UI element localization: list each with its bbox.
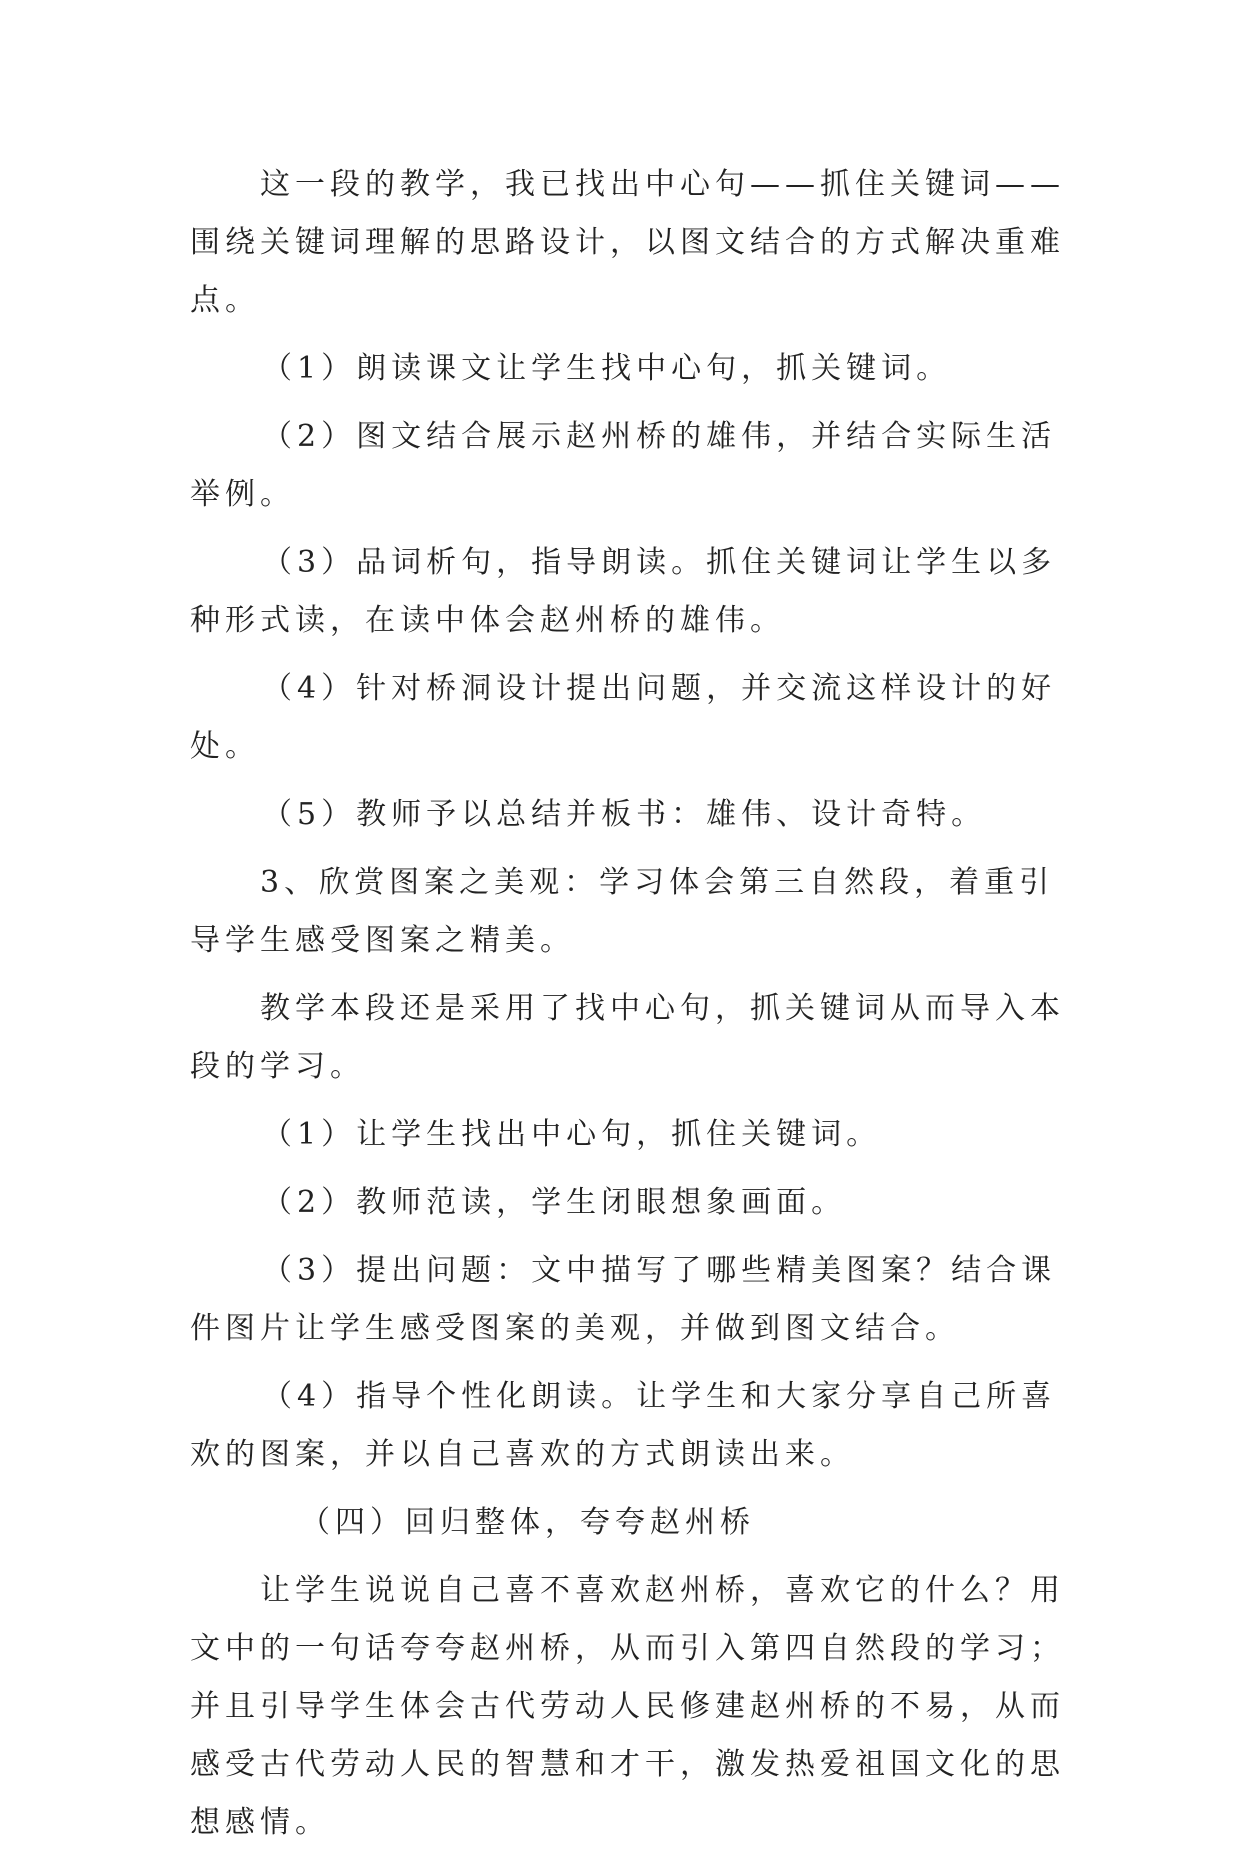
paragraph-section-3: 3、欣赏图案之美观：学习体会第三自然段，着重引导学生感受图案之精美。 — [190, 865, 1055, 958]
paragraph-section-3-intro: 教学本段还是采用了找中心句，抓关键词从而导入本段的学习。 — [190, 991, 1065, 1084]
paragraph-step-5: （5）教师予以总结并板书：雄伟、设计奇特。 — [262, 797, 987, 832]
paragraph-step-2: （2）图文结合展示赵州桥的雄伟，并结合实际生活举例。 — [190, 419, 1057, 512]
paragraph-section-3-step-2: （2）教师范读，学生闭眼想象画面。 — [262, 1185, 847, 1220]
document-body — [190, 156, 1066, 1852]
section-heading-4: （四）回归整体，夸夸赵州桥 — [300, 1505, 755, 1540]
paragraph-section-3-step-1: （1）让学生找出中心句，抓住关键词。 — [262, 1117, 882, 1152]
paragraph-step-1: （1）朗读课文让学生找中心句，抓关键词。 — [262, 351, 952, 386]
paragraph-intro: 这一段的教学，我已找出中心句——抓住关键词——围绕关键词理解的思路设计，以图文结合的方式解决重难点。 — [190, 167, 1065, 318]
paragraph-section-4: 让学生说说自己喜不喜欢赵州桥，喜欢它的什么？用文中的一句话夸夸赵州桥，从而引入第四自然段的学习；并且引导学生体会古代劳动人民修建赵州桥的不易，从而感受古代劳动人民的智慧和才干，激发热爱祖国文化的思想感情。 — [190, 1573, 1065, 1840]
paragraph-step-4: （4）针对桥洞设计提出问题，并交流这样设计的好处。 — [190, 671, 1057, 764]
paragraph-section-3-step-3: （3）提出问题：文中描写了哪些精美图案？结合课件图片让学生感受图案的美观，并做到图文结合。 — [190, 1253, 1057, 1346]
paragraph-step-3: （3）品词析句，指导朗读。抓住关键词让学生以多种形式读，在读中体会赵州桥的雄伟。 — [190, 545, 1057, 638]
paragraph-section-3-step-4: （4）指导个性化朗读。让学生和大家分享自己所喜欢的图案，并以自己喜欢的方式朗读出来。 — [190, 1379, 1057, 1472]
